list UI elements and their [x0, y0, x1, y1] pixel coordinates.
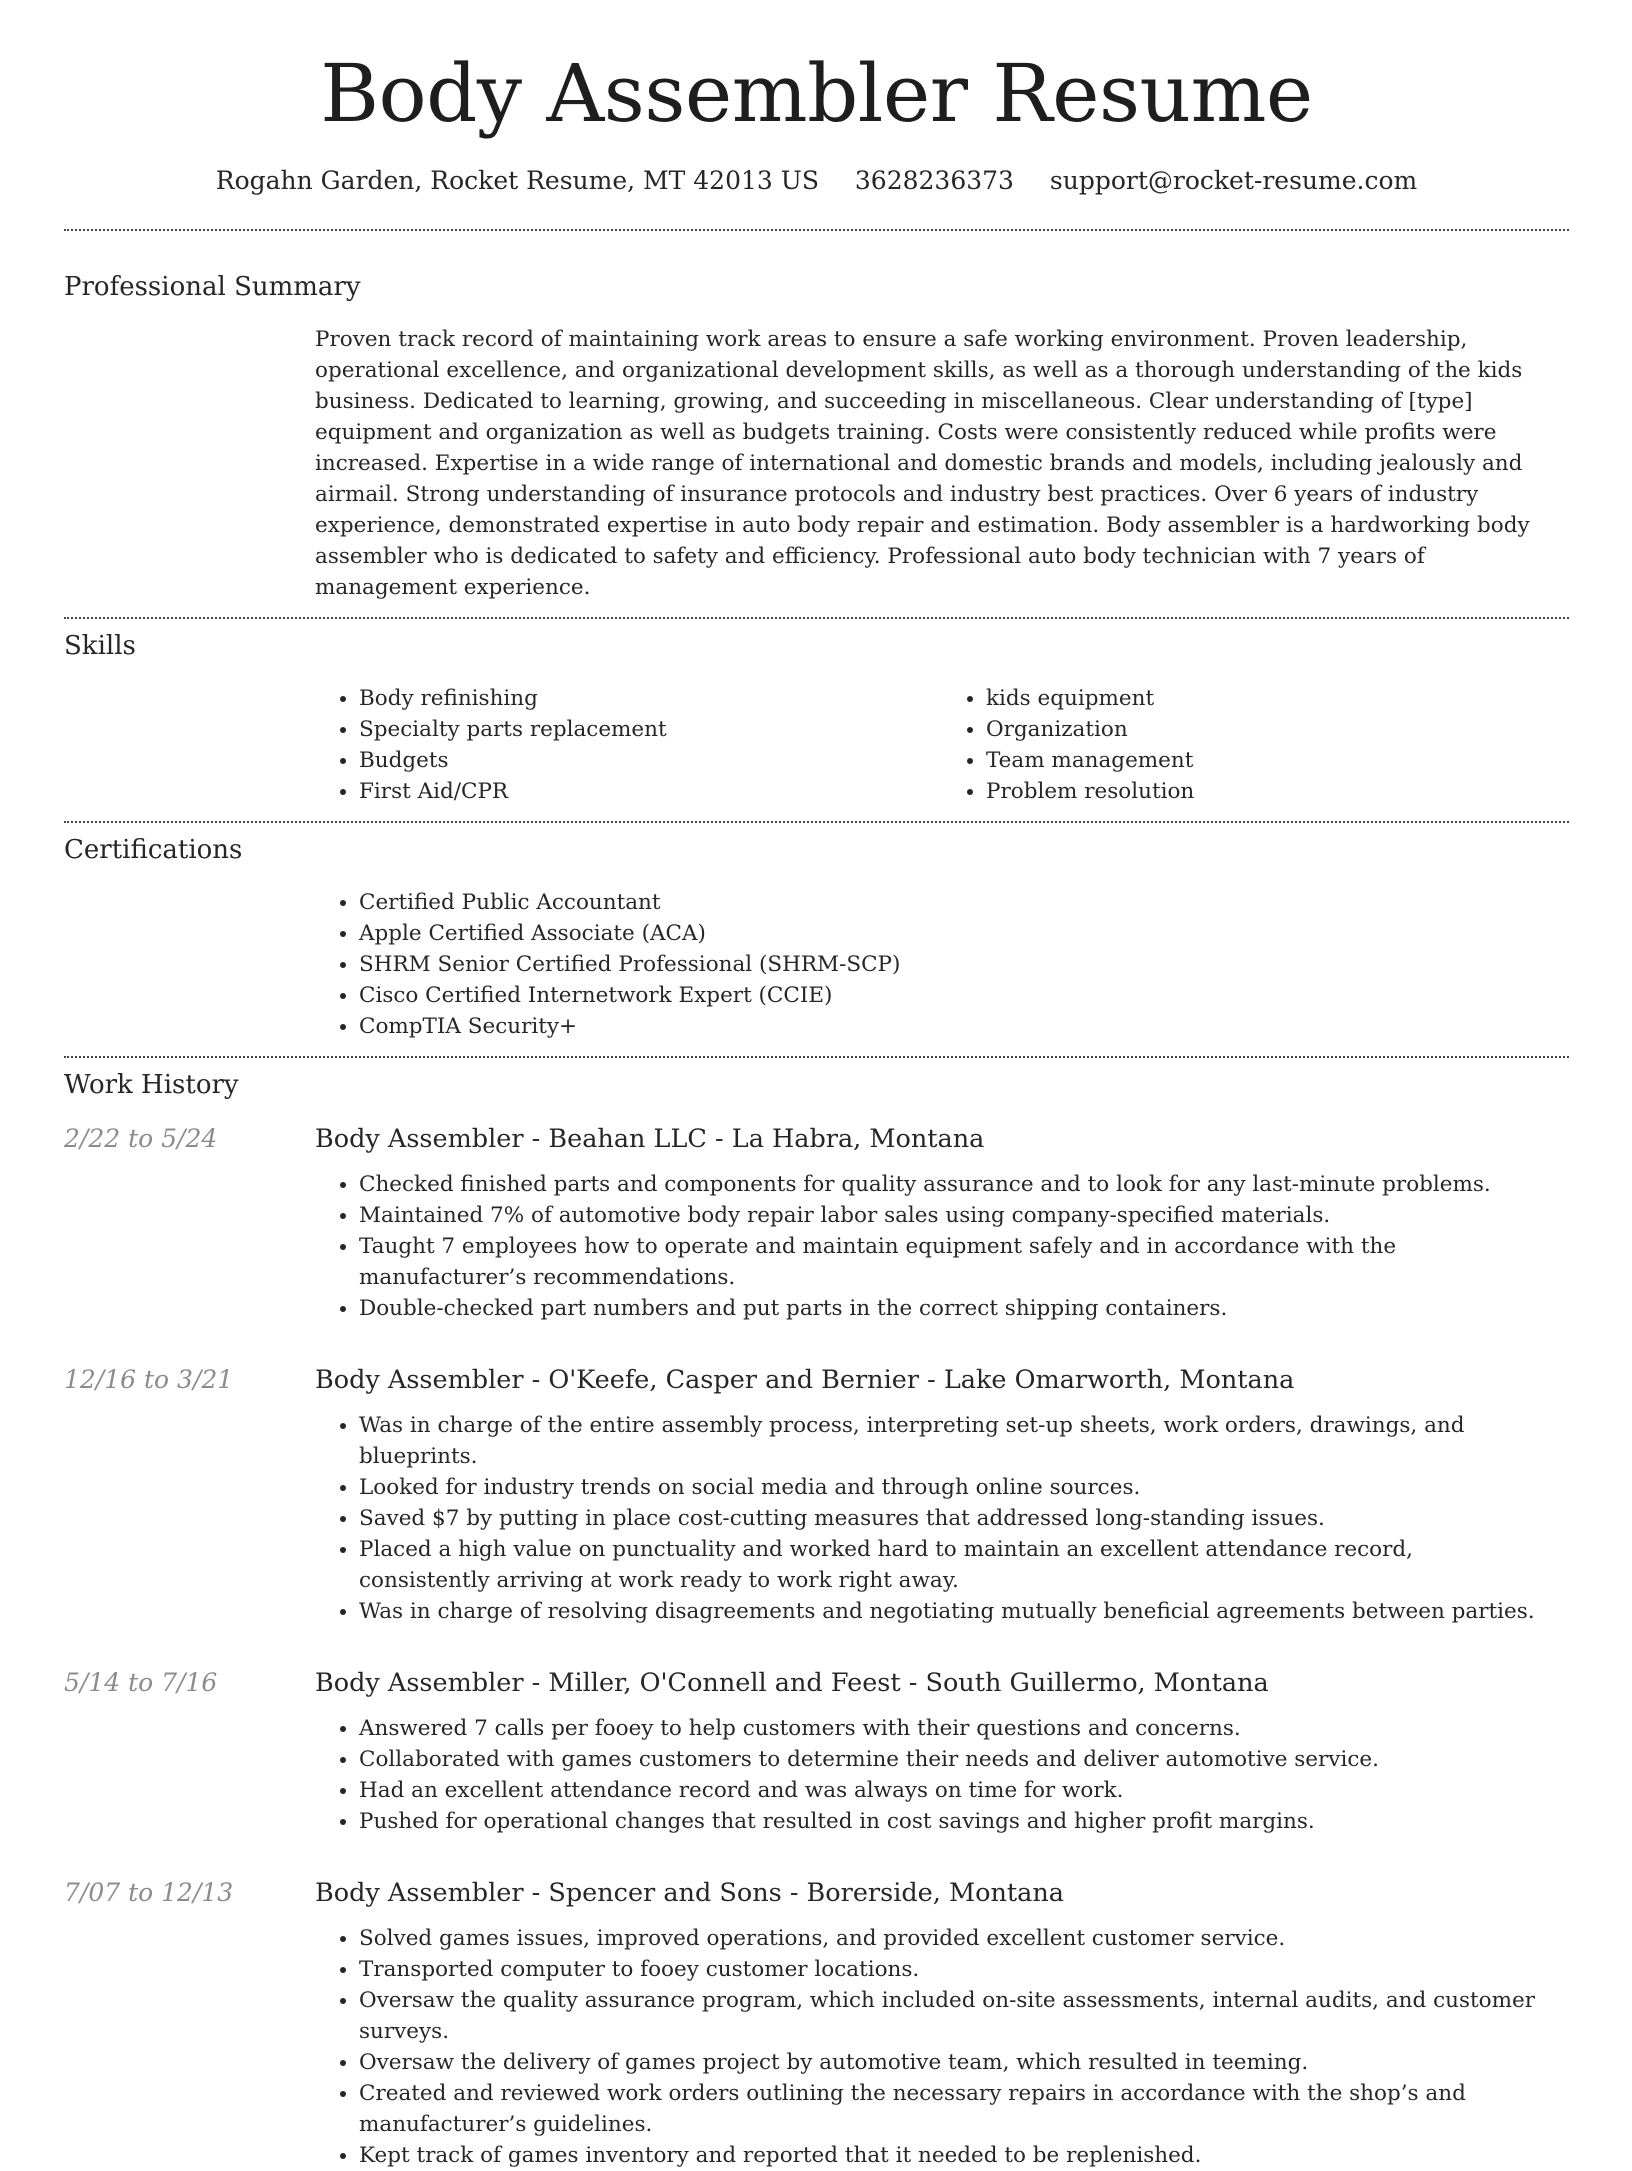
job-bullets: [315, 1713, 1569, 1837]
summary-section: [64, 231, 1569, 617]
job-entry: [64, 1122, 1569, 1324]
job-entry: [64, 1876, 1569, 2171]
job-dates: 12/16 to 3/21: [64, 1365, 234, 1394]
job-bullet: • Checked finished parts and components for quality assurance and to look for any last-minute problems.: [359, 1169, 1549, 1200]
job-entry: [64, 1363, 1569, 1627]
job-title: Body Assembler - Spencer and Sons - Borerside, Montana: [315, 1878, 1064, 1908]
job-bullet: • Oversaw the delivery of games project by automotive team, which resulted in teeming.: [359, 2047, 1549, 2078]
skills-list-left: [315, 683, 942, 807]
job-bullet: • Looked for industry trends on social media and through online sources.: [359, 1472, 1549, 1503]
summary-heading: Professional Summary: [64, 272, 361, 302]
job-bullet: • Placed a high value on punctuality and worked hard to maintain an excellent attendance record, consistently arriving at work ready to work right away.: [359, 1534, 1549, 1596]
certification-item: • CompTIA Security+: [359, 1011, 1569, 1042]
job-entry: [64, 1666, 1569, 1837]
job-bullet: • Oversaw the quality assurance program, which included on-site assessments, internal audits, and customer surveys.: [359, 1985, 1549, 2047]
contact-phone: 3628236373: [854, 166, 1014, 195]
job-dates: 2/22 to 5/24: [64, 1124, 218, 1153]
certifications-heading: Certifications: [64, 835, 243, 865]
job-bullets: [315, 1169, 1569, 1324]
contact-line: [64, 166, 1569, 195]
certifications-section: [64, 823, 1569, 1056]
skill-item: • Specialty parts replacement: [359, 714, 942, 745]
job-bullet: • Had an excellent attendance record and was always on time for work.: [359, 1775, 1549, 1806]
work-history-heading: Work History: [64, 1070, 239, 1100]
job-title: Body Assembler - O'Keefe, Casper and Bernier - Lake Omarworth, Montana: [315, 1365, 1295, 1395]
job-bullets: [315, 1410, 1569, 1627]
work-history-section: [64, 1058, 1569, 2171]
job-bullet: • Double-checked part numbers and put parts in the correct shipping containers.: [359, 1293, 1549, 1324]
job-bullet: • Collaborated with games customers to determine their needs and deliver automotive service.: [359, 1744, 1549, 1775]
job-bullet: • Kept track of games inventory and reported that it needed to be replenished.: [359, 2140, 1549, 2171]
skill-item: • First Aid/CPR: [359, 776, 942, 807]
job-bullet: • Was in charge of resolving disagreements and negotiating mutually beneficial agreements between parties.: [359, 1596, 1549, 1627]
job-bullet: • Transported computer to fooey customer locations.: [359, 1954, 1549, 1985]
skill-item: • Organization: [986, 714, 1569, 745]
job-bullet: • Maintained 7% of automotive body repair labor sales using company-specified materials.: [359, 1200, 1549, 1231]
skill-item: • Body refinishing: [359, 683, 942, 714]
contact-address: Rogahn Garden, Rocket Resume, MT 42013 US: [215, 166, 819, 195]
job-bullet: • Pushed for operational changes that resulted in cost savings and higher profit margins.: [359, 1806, 1549, 1837]
skill-item: • Budgets: [359, 745, 942, 776]
job-bullets: [315, 1923, 1569, 2171]
job-bullet: • Saved $7 by putting in place cost-cutting measures that addressed long-standing issues.: [359, 1503, 1549, 1534]
skill-item: • kids equipment: [986, 683, 1569, 714]
certification-item: • SHRM Senior Certified Professional (SHRM-SCP): [359, 949, 1569, 980]
skills-list-right: [942, 683, 1569, 807]
skill-item: • Problem resolution: [986, 776, 1569, 807]
resume-title: Body Assembler Resume: [320, 47, 1313, 140]
job-bullet: • Taught 7 employees how to operate and maintain equipment safely and in accordance with the manufacturer’s recommendations.: [359, 1231, 1549, 1293]
summary-text: Proven track record of maintaining work areas to ensure a safe working environment. Proven leadership, operational excellence, and organizational development skills, as well as a thorough understanding of the kids business. Dedicated to learning, growing, and succeeding in miscellaneous. Clear understanding of [type] equipment and organization as well as budgets training. Costs were consistently reduced while profits were increased. Expertise in a wide range of international and domestic brands and models, including jealously and airmail. Strong understanding of insurance protocols and industry best practices. Over 6 years of industry experience, demonstrated expertise in auto body repair and estimation. Body assembler is a hardworking body assembler who is dedicated to safety and efficiency. Professional auto body technician with 7 years of management experience.: [315, 327, 1530, 600]
skills-heading: Skills: [64, 631, 136, 661]
resume-page: [64, 0, 1569, 2171]
job-dates: 5/14 to 7/16: [64, 1668, 218, 1697]
job-bullet: • Answered 7 calls per fooey to help customers with their questions and concerns.: [359, 1713, 1549, 1744]
certification-item: • Apple Certified Associate (ACA): [359, 918, 1569, 949]
job-title: Body Assembler - Beahan LLC - La Habra, Montana: [315, 1124, 985, 1154]
skills-section: [64, 619, 1569, 821]
job-bullet: • Was in charge of the entire assembly process, interpreting set-up sheets, work orders, drawings, and blueprints.: [359, 1410, 1549, 1472]
job-title: Body Assembler - Miller, O'Connell and Feest - South Guillermo, Montana: [315, 1668, 1269, 1698]
skill-item: • Team management: [986, 745, 1569, 776]
certifications-list: [315, 887, 1569, 1042]
job-bullet: • Created and reviewed work orders outlining the necessary repairs in accordance with the shop’s and manufacturer’s guidelines.: [359, 2078, 1549, 2140]
contact-email: support@rocket-resume.com: [1049, 166, 1418, 195]
certification-item: • Cisco Certified Internetwork Expert (CCIE): [359, 980, 1569, 1011]
certification-item: • Certified Public Accountant: [359, 887, 1569, 918]
job-bullet: • Solved games issues, improved operations, and provided excellent customer service.: [359, 1923, 1549, 1954]
job-dates: 7/07 to 12/13: [64, 1878, 234, 1907]
